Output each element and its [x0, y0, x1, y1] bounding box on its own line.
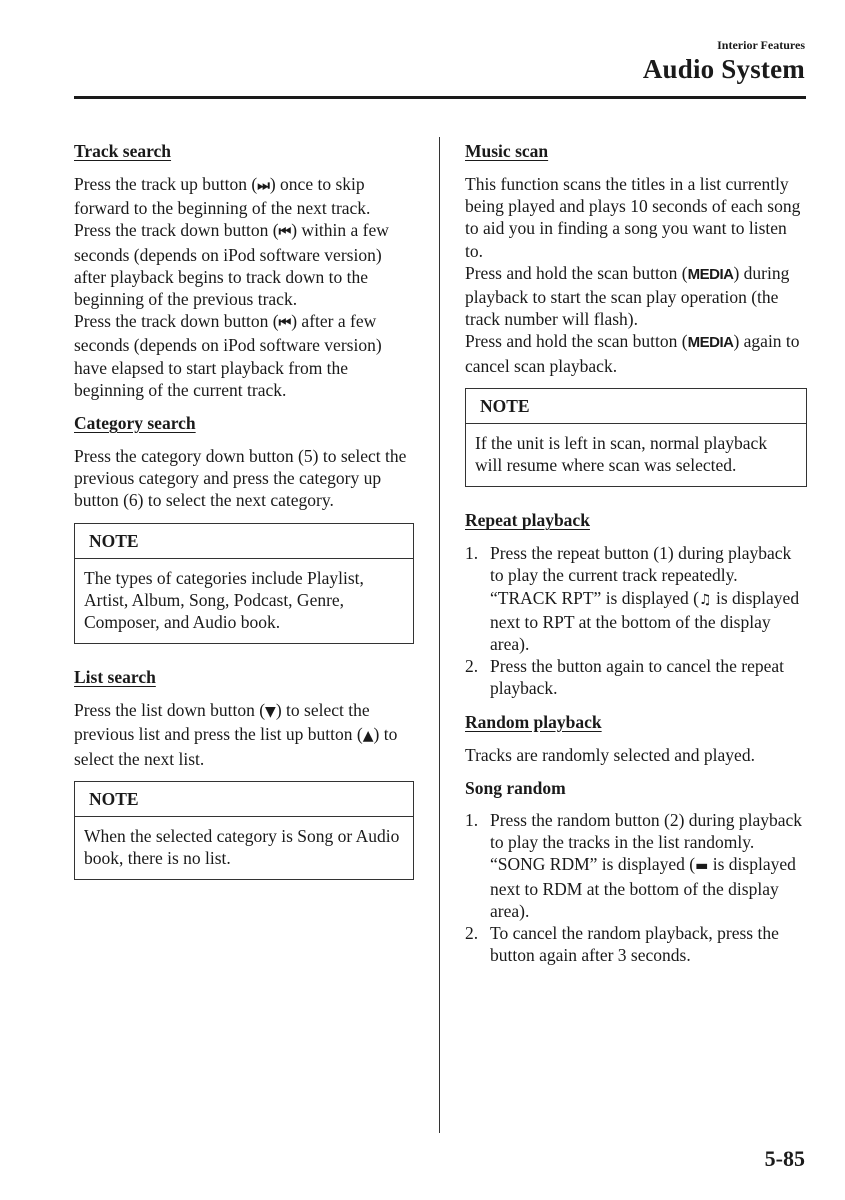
random-playback-heading: Random playback	[465, 711, 602, 732]
random-steps-list	[465, 809, 807, 966]
arrow-down-icon: ▼	[265, 704, 276, 721]
category-search-heading: Category search	[74, 413, 196, 434]
repeat-playback-section	[465, 509, 807, 699]
track-search-section	[74, 140, 414, 401]
music-scan-paragraph-3: Press and hold the scan button (MEDIA) again to cancel scan playback.	[465, 331, 800, 376]
note-text: The types of categories include Playlist, Artist, Album, Song, Podcast, Genre, Composer, and Audio book.	[84, 567, 364, 633]
scan-note-box	[465, 388, 807, 487]
song-random-subheading: Song random	[465, 777, 566, 798]
track-search-paragraph-1: Press the track up button (⏭) once to skip forward to the beginning of the next track.	[74, 174, 371, 219]
track-up-icon: ⏭	[257, 178, 270, 194]
category-search-section	[74, 412, 414, 644]
page-title: Audio System	[642, 54, 805, 84]
track-down-icon: ⏮	[278, 224, 292, 241]
arrow-up-icon: ▲	[362, 728, 374, 745]
page-number: 5-85	[764, 1146, 805, 1171]
list-search-heading: List search	[74, 667, 156, 688]
list-item: 2. Press the button again to cancel the repeat playback.	[465, 656, 784, 699]
list-item: 1. Press the random button (2) during playback to play the tracks in the list randomly. “SONG RDM” is displayed (▬ is displayed next to RDM at the bottom of the display area).	[465, 810, 803, 921]
section-label: Interior Features	[717, 38, 805, 52]
music-note-icon: ♫	[699, 591, 712, 608]
media-button-icon: MEDIA	[687, 265, 734, 283]
repeat-playback-heading: Repeat playback	[465, 510, 590, 531]
random-playback-section	[465, 711, 807, 967]
note-text: When the selected category is Song or Audio book, there is no list.	[84, 825, 400, 869]
list-item: 2. To cancel the random playback, press the button again after 3 seconds.	[465, 923, 779, 966]
note-title: NOTE	[466, 389, 806, 424]
music-scan-section	[465, 140, 807, 487]
category-note-box	[74, 523, 414, 645]
track-search-paragraph-3: Press the track down button (⏮) after a few seconds (depends on iPod software version) have elapsed to start playback from the beginning of the current track.	[74, 311, 382, 400]
list-note-box	[74, 781, 414, 880]
column-divider	[439, 137, 440, 1133]
music-scan-paragraph-2: Press and hold the scan button (MEDIA) during playback to start the scan play operation (the track number will flash).	[465, 262, 790, 330]
header-rule	[74, 96, 806, 99]
note-text: If the unit is left in scan, normal playback will resume where scan was selected.	[475, 432, 768, 476]
right-column	[465, 140, 807, 966]
list-search-section	[74, 666, 414, 880]
track-search-paragraph-2: Press the track down button (⏮) within a few seconds (depends on iPod software version) after playback begins to track down to the beginning of the previous track.	[74, 220, 389, 310]
random-playback-text: Tracks are randomly selected and played.	[465, 744, 755, 765]
media-button-icon: MEDIA	[687, 334, 734, 352]
track-search-heading: Track search	[74, 141, 172, 161]
note-title: NOTE	[75, 524, 413, 559]
left-column	[74, 140, 414, 880]
list-search-text: Press the list down button (▼) to select the previous list and press the list up button (▲) to select the next list.	[74, 700, 398, 769]
music-scan-heading: Music scan	[465, 141, 549, 161]
repeat-steps-list	[465, 542, 807, 699]
track-down-icon: ⏮	[278, 315, 292, 332]
note-title: NOTE	[75, 782, 413, 817]
list-item: 1. Press the repeat button (1) during playback to play the current track repeatedly. “TRACK RPT” is displayed (♫ is displayed next to RPT at the bottom of the display area).	[465, 543, 800, 655]
music-scan-paragraph-1: This function scans the titles in a list currently being played and plays 10 seconds of each song to aid you in finding a song you want to listen to.	[465, 174, 801, 261]
category-search-text: Press the category down button (5) to select the previous category and press the category up button (6) to select the next category.	[74, 446, 407, 511]
folder-icon: ▬	[695, 858, 709, 875]
